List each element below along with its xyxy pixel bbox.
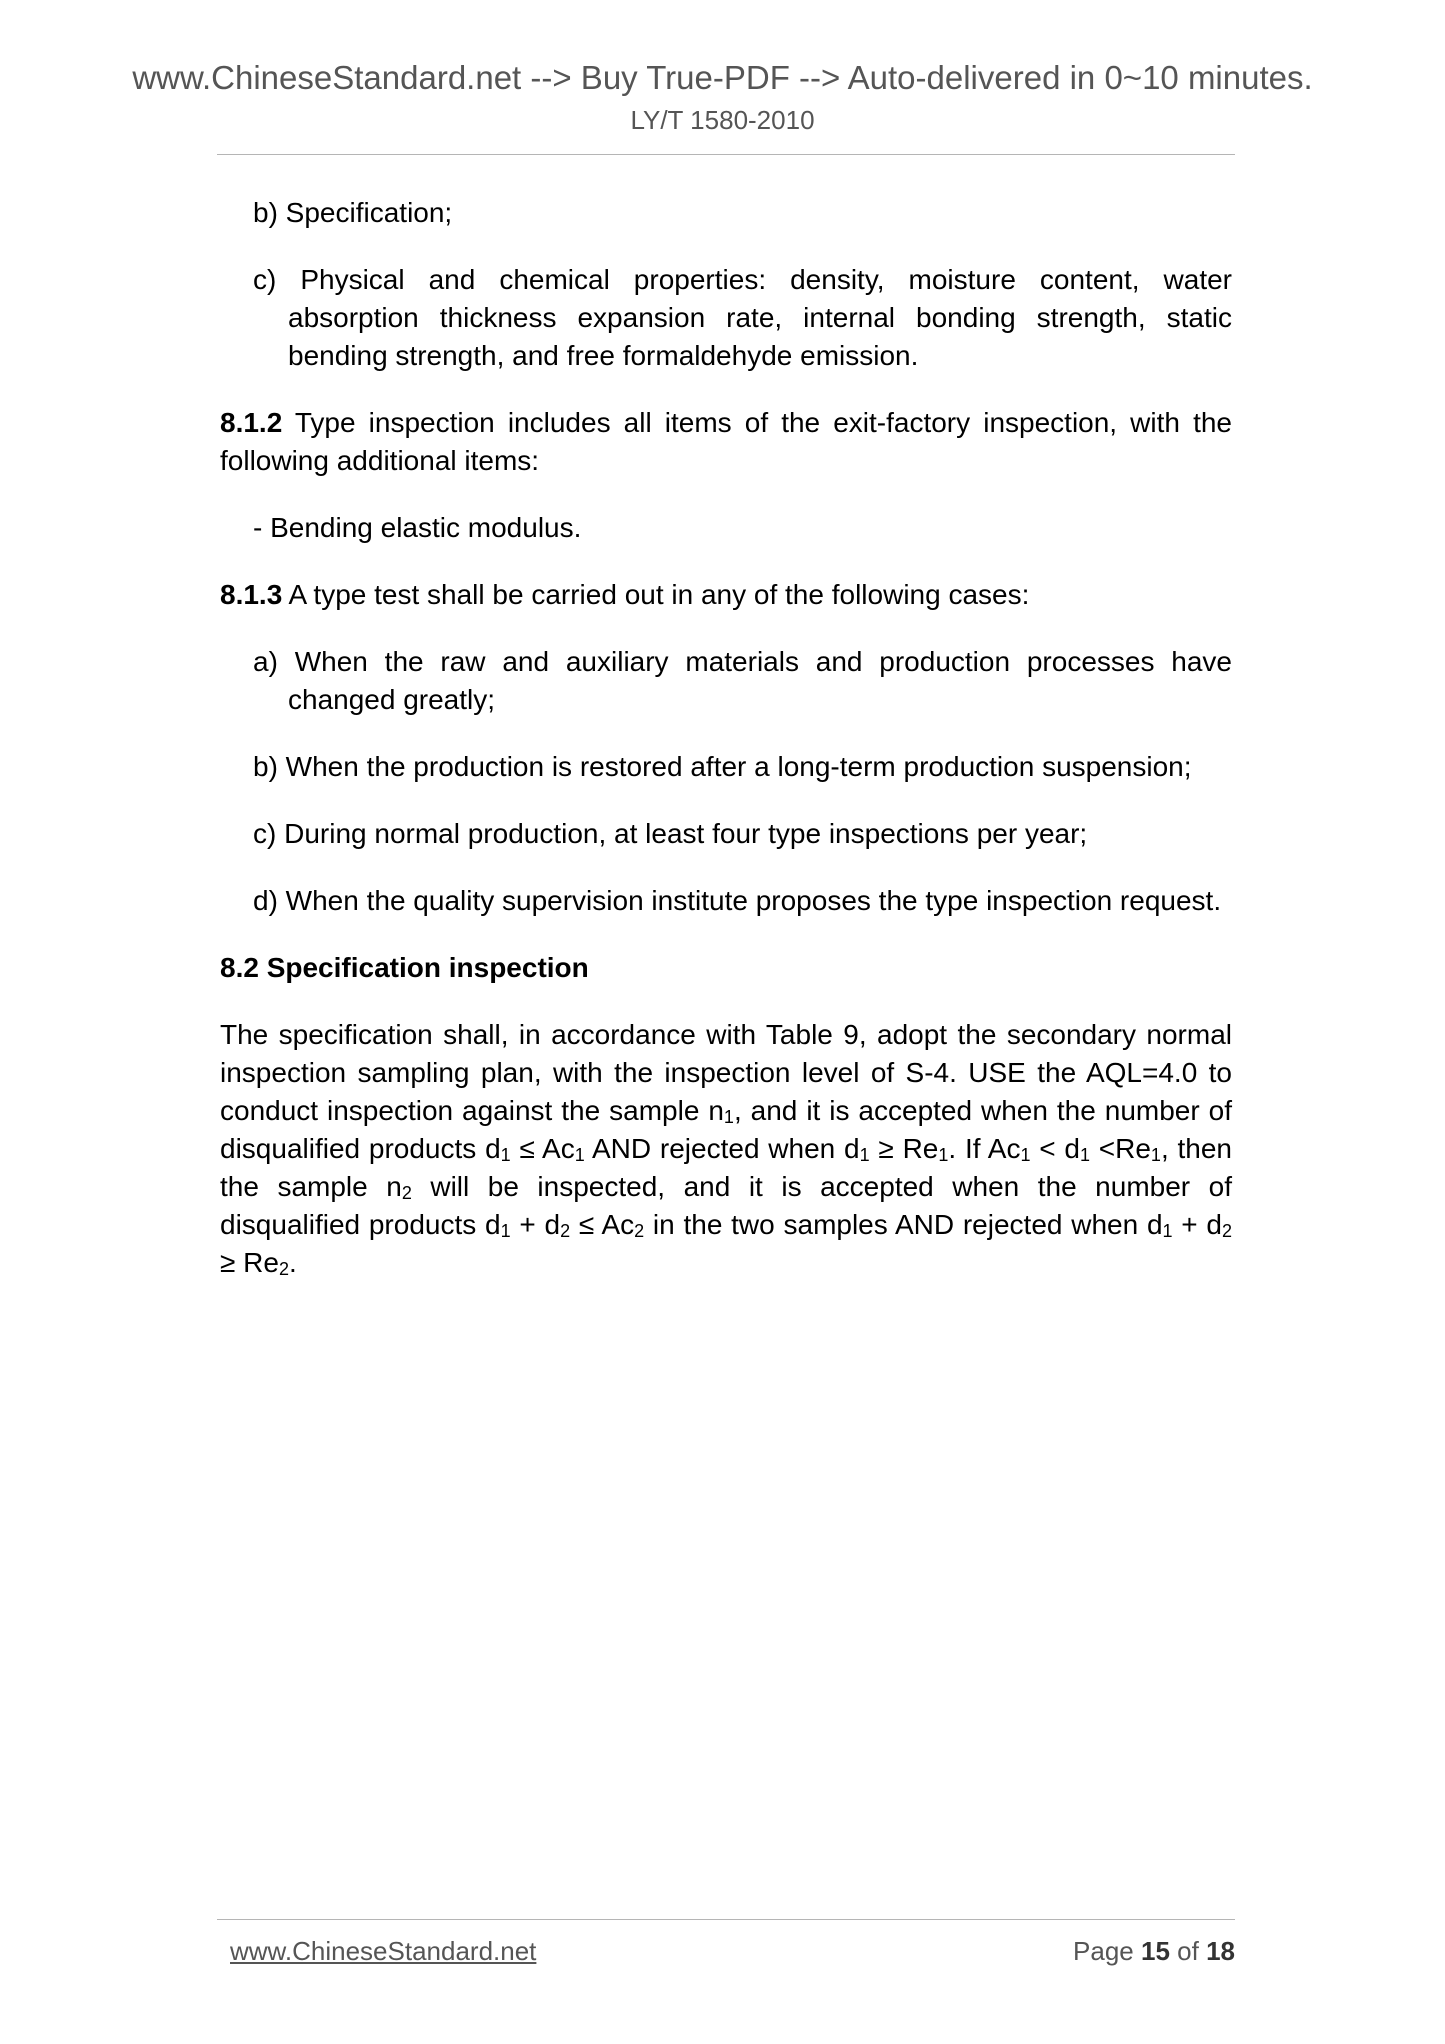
clause-text: A type test shall be carried out in any of the following cases:	[282, 579, 1030, 610]
text-run: in the two samples AND rejected when d	[644, 1209, 1163, 1240]
clause-8-1-3	[220, 576, 1232, 614]
subscript: 2	[1222, 1221, 1233, 1241]
header-divider	[217, 154, 1235, 155]
text-run: , then the sample n	[220, 1133, 1233, 1202]
section-heading-8-2: 8.2 Specification inspection	[220, 952, 589, 983]
footer-website-link[interactable]: www.ChineseStandard.net	[230, 1936, 537, 1966]
text-run: . If Ac	[948, 1133, 1021, 1164]
subscript: 1	[859, 1145, 870, 1165]
text-run: The specification shall, in accordance with Table 9, adopt the secondary normal inspection sampling plan, with the inspection level of S-4. USE the AQL=4.0 to conduct inspection against the sample n	[220, 1019, 1232, 1126]
text-run: , and it is accepted when the number of disqualified products d	[220, 1095, 1232, 1164]
page-word: Page	[1073, 1936, 1134, 1966]
text-run: ≤ Ac	[570, 1209, 635, 1240]
text-run: <Re	[1089, 1133, 1151, 1164]
subscript: 1	[1150, 1145, 1161, 1165]
list-item-bending-modulus: - Bending elastic modulus.	[253, 512, 582, 543]
subscript: 2	[401, 1183, 412, 1203]
list-item-physical-properties: c) Physical and chemical properties: density, moisture content, water absorption thickness expansion rate, internal bonding strength, static bending strength, and free formaldehyde emission.	[253, 264, 1232, 371]
list-item-case-b: b) When the production is restored after a long-term production suspension;	[253, 751, 1192, 782]
text-run: + d	[510, 1209, 561, 1240]
paragraph-specification-inspection	[220, 1016, 1232, 1282]
text-run: .	[288, 1247, 297, 1278]
list-item-specification: b) Specification;	[253, 197, 453, 228]
subscript: 1	[1020, 1145, 1031, 1165]
header-banner: www.ChineseStandard.net --> Buy True-PDF --> Auto-delivered in 0~10 minutes.	[132, 59, 1313, 96]
subscript: 2	[634, 1221, 645, 1241]
text-run: ≥ Re	[869, 1133, 939, 1164]
subscript: 2	[278, 1259, 289, 1279]
document-body	[220, 194, 1232, 1311]
text-run: will be inspected, and it is accepted when the number of disqualified products d	[220, 1171, 1232, 1240]
of-word: of	[1177, 1936, 1199, 1966]
text-run: AND rejected when d	[584, 1133, 860, 1164]
subscript: 1	[500, 1145, 511, 1165]
list-item-case-d: d) When the quality supervision institute proposes the type inspection request.	[253, 885, 1222, 916]
subscript: 1	[574, 1145, 585, 1165]
subscript: 2	[560, 1221, 571, 1241]
clause-8-1-2	[220, 404, 1232, 480]
document-number: LY/T 1580-2010	[630, 105, 815, 135]
subscript: 1	[1162, 1221, 1173, 1241]
text-run: ≤ Ac	[510, 1133, 575, 1164]
text-run: < d	[1030, 1133, 1080, 1164]
subscript: 1	[1079, 1145, 1090, 1165]
subscript: 1	[500, 1221, 511, 1241]
clause-number: 8.1.2	[220, 407, 283, 438]
current-page-number: 15	[1141, 1936, 1170, 1966]
footer-divider	[217, 1919, 1235, 1920]
subscript: 1	[938, 1145, 949, 1165]
list-item-case-a: a) When the raw and auxiliary materials and production processes have changed greatly;	[253, 646, 1232, 715]
page-indicator	[1073, 1934, 1235, 1968]
clause-text: Type inspection includes all items of the exit-factory inspection, with the following additional items:	[220, 407, 1232, 476]
total-page-number: 18	[1206, 1936, 1235, 1966]
subscript: 1	[723, 1107, 734, 1127]
text-run: ≥ Re	[220, 1247, 279, 1278]
list-item-case-c: c) During normal production, at least four type inspections per year;	[253, 818, 1088, 849]
clause-number: 8.1.3	[220, 579, 283, 610]
text-run: + d	[1172, 1209, 1222, 1240]
